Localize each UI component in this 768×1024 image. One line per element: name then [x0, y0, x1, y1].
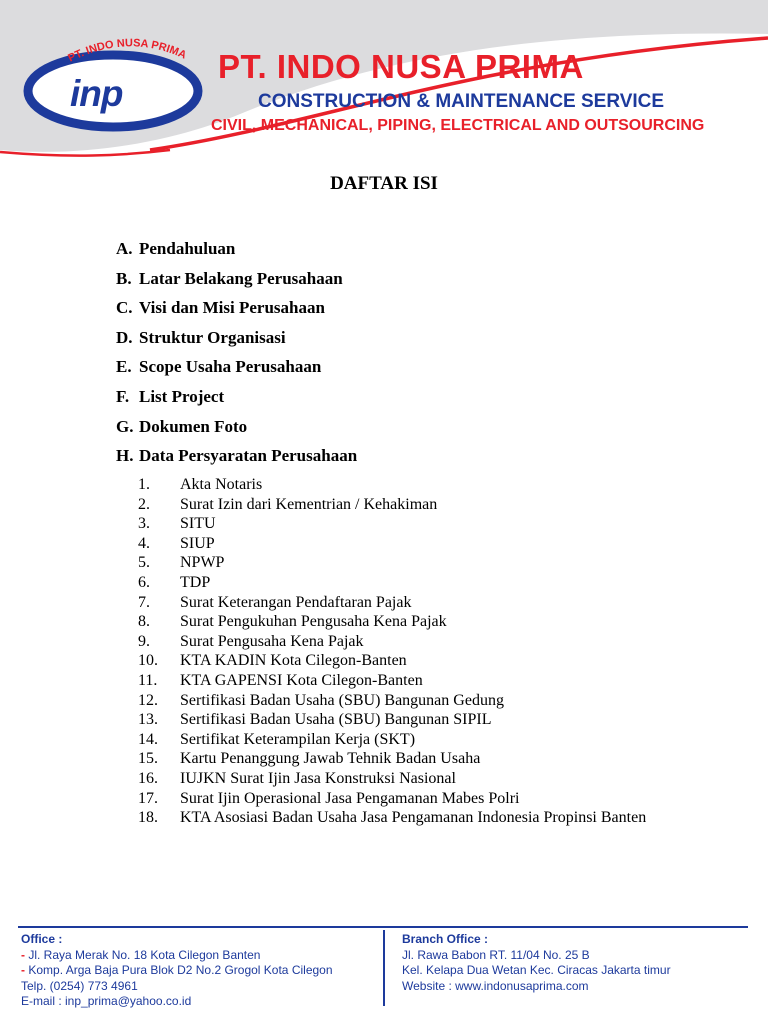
document-label: Surat Pengusaha Kena Pajak — [180, 632, 364, 650]
branch-address-2: Kel. Kelapa Dua Wetan Kec. Ciracas Jakarta timur — [402, 963, 671, 977]
document-item — [138, 769, 690, 789]
logo-mark: inp — [70, 73, 123, 114]
document-number: 9. — [138, 632, 150, 650]
document-number: 10. — [138, 652, 158, 670]
section-item — [116, 355, 357, 385]
office-email: E-mail : inp_prima@yahoo.co.id — [21, 994, 192, 1008]
document-number: 16. — [138, 769, 158, 787]
section-label: Pendahuluan — [139, 239, 236, 258]
section-item — [116, 296, 357, 326]
office-phone: Telp. (0254) 773 4961 — [21, 978, 138, 993]
document-item — [138, 475, 690, 495]
document-label: Sertifikasi Badan Usaha (SBU) Bangunan SIPIL — [180, 711, 492, 729]
branch-website: Website : www.indonusaprima.com — [402, 978, 589, 993]
document-label: Surat Izin dari Kementrian / Kehakiman — [180, 495, 438, 513]
section-letter: E. — [116, 357, 132, 377]
document-number: 2. — [138, 495, 150, 513]
document-label: Akta Notaris — [180, 476, 263, 493]
section-item — [116, 326, 357, 356]
section-letter: H. — [116, 446, 134, 466]
document-item — [138, 651, 690, 671]
document-item — [138, 573, 690, 593]
section-label: List Project — [139, 386, 225, 406]
document-item — [138, 691, 690, 711]
document-label: IUJKN Surat Ijin Jasa Konstruksi Nasional — [180, 769, 456, 787]
document-number: 11. — [138, 671, 158, 689]
document-item — [138, 593, 690, 613]
footer-branch-office — [402, 932, 671, 994]
office-address-2-text: Komp. Arga Baja Pura Blok D2 No.2 Grogol Kota Cilegon — [28, 963, 333, 977]
document-item — [138, 495, 690, 515]
document-number: 1. — [138, 476, 150, 493]
document-item — [138, 710, 690, 730]
document-label: KTA KADIN Kota Cilegon-Banten — [180, 652, 407, 670]
section-letter: D. — [116, 327, 133, 347]
document-label: KTA GAPENSI Kota Cilegon-Banten — [180, 671, 423, 689]
document-item — [138, 789, 690, 809]
document-number: 8. — [138, 613, 150, 631]
section-label: Scope Usaha Perusahaan — [139, 357, 322, 377]
footer-rule — [18, 926, 748, 928]
section-item — [116, 237, 357, 267]
document-label: Surat Pengukuhan Pengusaha Kena Pajak — [180, 613, 447, 631]
document-number: 13. — [138, 711, 158, 729]
section-list — [116, 237, 357, 474]
document-number: 18. — [138, 809, 158, 827]
branch-address-1: Jl. Rawa Babon RT. 11/04 No. 25 B — [402, 947, 590, 962]
letterhead — [0, 0, 768, 170]
document-label: Sertifikat Keterampilan Kerja (SKT) — [180, 730, 416, 748]
section-label: Visi dan Misi Perusahaan — [139, 298, 325, 318]
office-address-1-text: Jl. Raya Merak No. 18 Kota Cilegon Banten — [28, 947, 261, 962]
document-number: 15. — [138, 750, 158, 768]
document-number: 5. — [138, 554, 150, 572]
document-item — [138, 808, 690, 828]
section-letter: C. — [116, 298, 133, 318]
company-name: PT. INDO NUSA PRIMA — [218, 48, 584, 85]
document-number: 4. — [138, 534, 150, 552]
document-label: TDP — [180, 573, 211, 591]
document-label: Surat Keterangan Pendaftaran Pajak — [180, 593, 412, 611]
document-item — [138, 612, 690, 632]
office-heading: Office : — [21, 932, 63, 946]
section-letter: A. — [116, 239, 133, 258]
document-requirements-list — [138, 475, 690, 828]
bullet-dash: - — [21, 963, 29, 977]
document-label: Sertifikasi Badan Usaha (SBU) Bangunan Gedung — [180, 691, 504, 709]
document-item — [138, 534, 690, 554]
section-label: Dokumen Foto — [139, 416, 248, 436]
company-services: CIVIL, MECHANICAL, PIPING, ELECTRICAL AND OUTSOURCING — [211, 117, 705, 134]
document-label: Kartu Penanggung Jawab Tehnik Badan Usaha — [180, 750, 481, 768]
document-item — [138, 514, 690, 534]
document-item — [138, 553, 690, 573]
section-item — [116, 415, 357, 445]
bullet-dash: - — [21, 947, 29, 962]
footer-column-divider — [383, 930, 385, 1006]
document-number: 3. — [138, 515, 150, 533]
document-item — [138, 749, 690, 769]
section-label: Latar Belakang Perusahaan — [139, 268, 343, 288]
document-label: SIUP — [180, 534, 215, 552]
section-letter: G. — [116, 416, 134, 436]
document-title: DAFTAR ISI — [330, 173, 438, 194]
document-item — [138, 671, 690, 691]
office-address-1 — [21, 948, 333, 964]
section-item — [116, 444, 357, 474]
document-label: KTA Asosiasi Badan Usaha Jasa Pengamanan Indonesia Propinsi Banten — [180, 809, 647, 827]
document-number: 17. — [138, 789, 158, 807]
section-item — [116, 267, 357, 297]
document-number: 14. — [138, 730, 158, 748]
document-number: 7. — [138, 593, 150, 611]
document-label: NPWP — [180, 554, 225, 572]
section-item — [116, 385, 357, 415]
document-item — [138, 632, 690, 652]
logo-arc-text-path: PT. INDO NUSA PRIMA — [66, 37, 189, 65]
footer-office — [21, 932, 333, 1010]
document-item — [138, 730, 690, 750]
section-label: Data Persyaratan Perusahaan — [139, 446, 358, 466]
section-letter: F. — [116, 386, 130, 406]
document-number: 6. — [138, 573, 150, 591]
document-label: SITU — [180, 515, 216, 533]
branch-heading: Branch Office : — [402, 932, 489, 946]
office-address-2 — [21, 963, 333, 979]
company-tagline: CONSTRUCTION & MAINTENANCE SERVICE — [258, 91, 665, 112]
section-label: Struktur Organisasi — [139, 327, 286, 347]
section-letter: B. — [116, 268, 132, 288]
document-number: 12. — [138, 691, 158, 709]
document-label: Surat Ijin Operasional Jasa Pengamanan Mabes Polri — [180, 789, 520, 807]
